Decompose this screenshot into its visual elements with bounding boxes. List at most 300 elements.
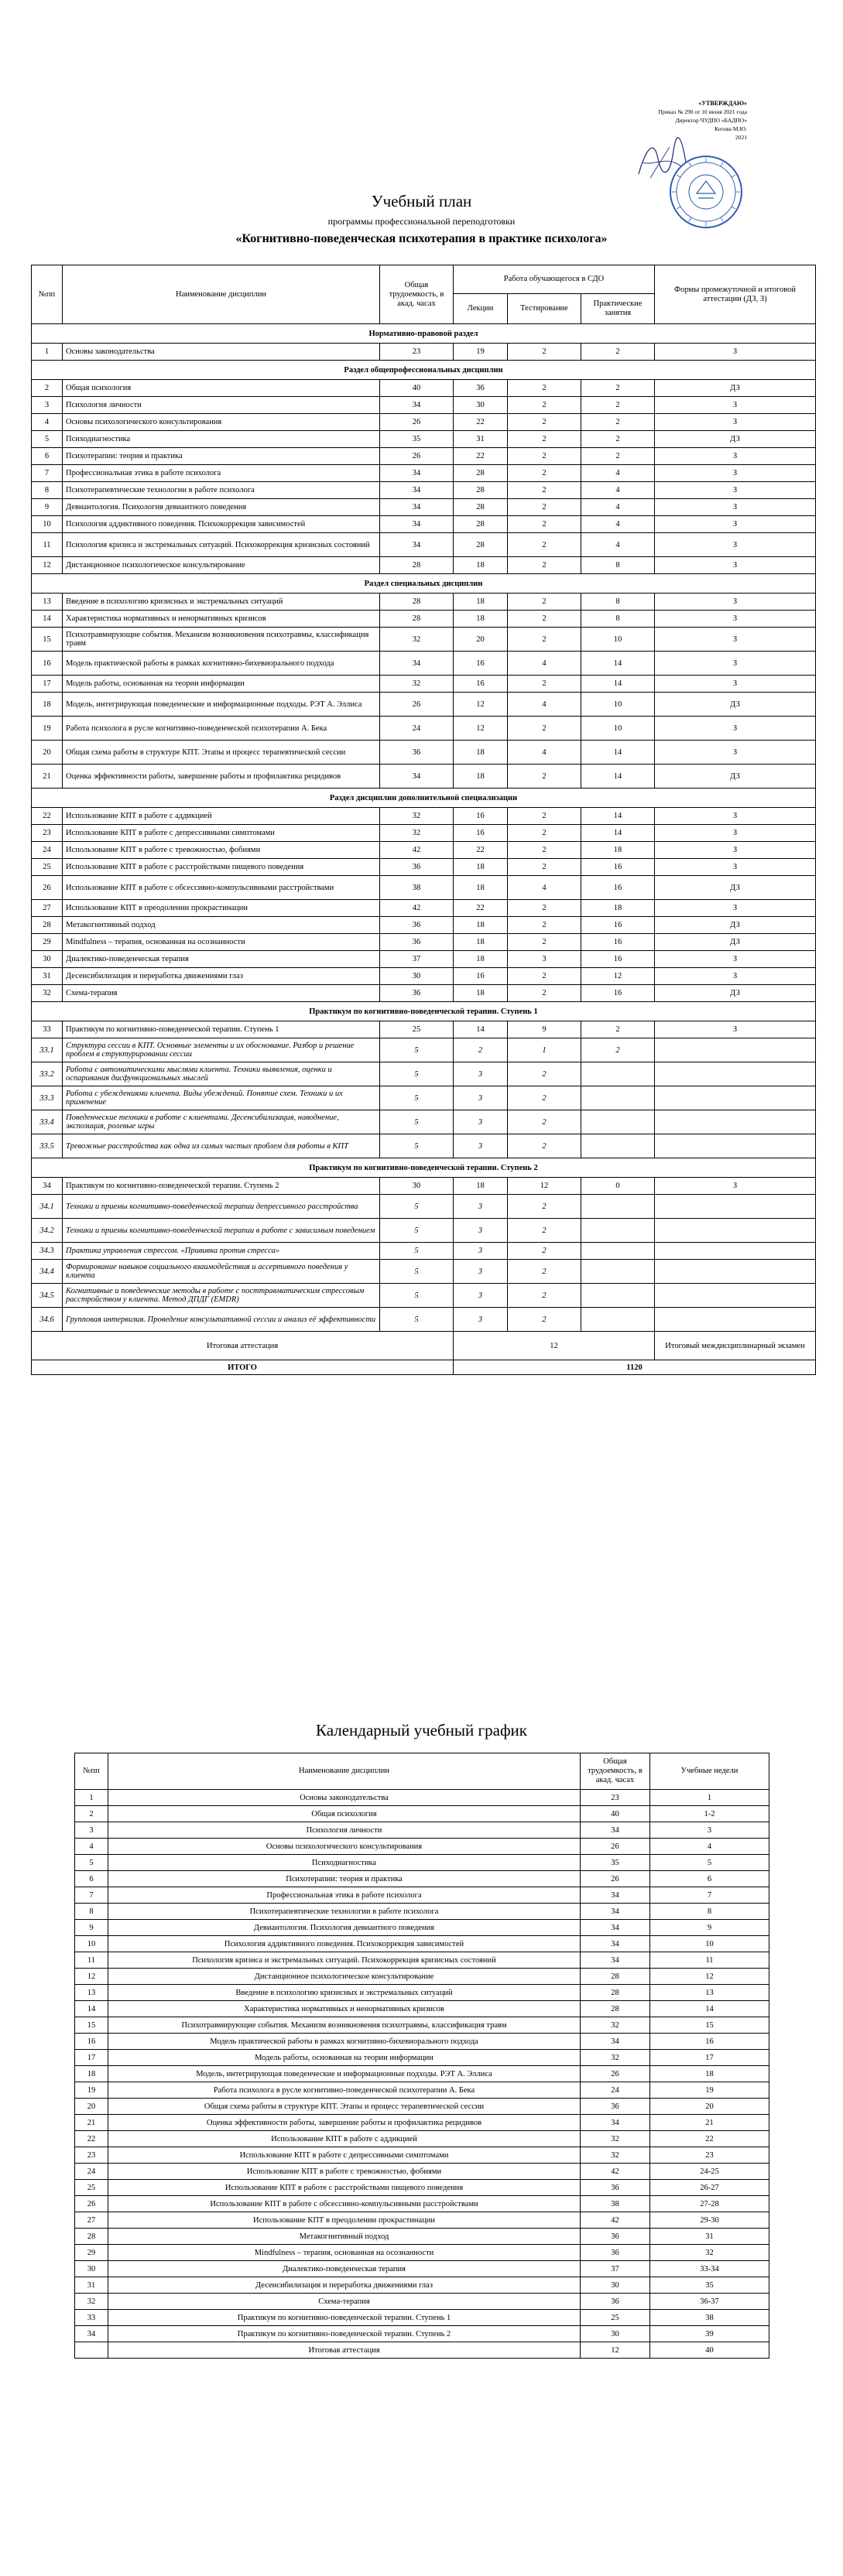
testing-hours: 2 bbox=[508, 448, 581, 465]
lecture-hours: 18 bbox=[454, 859, 508, 876]
testing-hours: 2 bbox=[508, 1260, 581, 1284]
cal-discipline-name: Характеристика нормативных и ненормативных кризисов bbox=[108, 2001, 581, 2017]
cal-total-hours: 30 bbox=[581, 2277, 650, 2294]
cal-study-weeks: 22 bbox=[650, 2131, 769, 2147]
table-row bbox=[32, 1134, 816, 1158]
cal-study-weeks: 4 bbox=[650, 1839, 769, 1855]
calendar-row bbox=[75, 2115, 769, 2131]
section-header-row bbox=[32, 574, 816, 594]
cal-study-weeks: 16 bbox=[650, 2034, 769, 2050]
discipline-name: Когнитивные и поведенческие методы в работе с посттравматическим стрессовым расстройством у клиента. Метод ДПДГ (EMDR) bbox=[63, 1284, 380, 1308]
table-row bbox=[32, 1195, 816, 1219]
cal-total-hours: 35 bbox=[581, 1855, 650, 1871]
cal-discipline-name: Использование КПТ в работе с обсессивно-компульсивными расстройствами bbox=[108, 2196, 581, 2212]
attestation-form bbox=[655, 1134, 816, 1158]
cal-study-weeks: 21 bbox=[650, 2115, 769, 2131]
table-row bbox=[32, 876, 816, 900]
cal-header-total: Общая трудоемкость, в акад. часах bbox=[581, 1753, 650, 1790]
cal-row-number: 15 bbox=[75, 2017, 108, 2034]
row-number: 25 bbox=[32, 859, 63, 876]
lecture-hours: 18 bbox=[454, 917, 508, 934]
cal-row-number: 7 bbox=[75, 1887, 108, 1904]
section-header-row bbox=[32, 324, 816, 344]
calendar-row bbox=[75, 2066, 769, 2082]
cal-row-number: 29 bbox=[75, 2245, 108, 2261]
table-row bbox=[32, 1038, 816, 1062]
row-number: 26 bbox=[32, 876, 63, 900]
cal-discipline-name: Использование КПТ в преодолении прокрастинации bbox=[108, 2212, 581, 2229]
header-name: Наименование дисциплин bbox=[63, 265, 380, 324]
cal-row-number: 17 bbox=[75, 2050, 108, 2066]
table-row bbox=[32, 693, 816, 717]
practice-hours: 18 bbox=[581, 900, 655, 917]
testing-hours: 2 bbox=[508, 557, 581, 574]
discipline-name: Психодиагностика bbox=[63, 431, 380, 448]
practice-hours: 16 bbox=[581, 934, 655, 951]
cal-header-num: №пп bbox=[75, 1753, 108, 1790]
calendar-row bbox=[75, 2196, 769, 2212]
table-row bbox=[32, 808, 816, 825]
table-row bbox=[32, 557, 816, 574]
cal-row-number: 14 bbox=[75, 2001, 108, 2017]
cal-total-hours: 34 bbox=[581, 1822, 650, 1839]
cal-study-weeks: 36-37 bbox=[650, 2294, 769, 2310]
attestation-form: З bbox=[655, 344, 816, 361]
cal-row-number: 5 bbox=[75, 1855, 108, 1871]
total-hours: 23 bbox=[380, 344, 454, 361]
total-hours: 36 bbox=[380, 934, 454, 951]
testing-hours: 2 bbox=[508, 344, 581, 361]
cal-total-hours: 34 bbox=[581, 2115, 650, 2131]
row-number: 33.5 bbox=[32, 1134, 63, 1158]
attestation-form: З bbox=[655, 951, 816, 968]
cal-row-number: 16 bbox=[75, 2034, 108, 2050]
attestation-form: З bbox=[655, 482, 816, 499]
testing-hours: 1 bbox=[508, 1038, 581, 1062]
attestation-form: З bbox=[655, 808, 816, 825]
cal-study-weeks: 11 bbox=[650, 1952, 769, 1969]
discipline-name: Использование КПТ в работе с тревожностью, фобиями bbox=[63, 842, 380, 859]
cal-total-hours: 30 bbox=[581, 2326, 650, 2342]
row-number: 2 bbox=[32, 380, 63, 397]
total-hours: 34 bbox=[380, 652, 454, 676]
practice-hours: 12 bbox=[581, 968, 655, 985]
cal-discipline-name: Десенсибилизация и переработка движениями глаз bbox=[108, 2277, 581, 2294]
row-number: 33.2 bbox=[32, 1062, 63, 1086]
calendar-row bbox=[75, 2131, 769, 2147]
row-number: 5 bbox=[32, 431, 63, 448]
practice-hours bbox=[581, 1134, 655, 1158]
discipline-name: Формирование навыков социального взаимодействия и ассертивного поведения у клиента bbox=[63, 1260, 380, 1284]
approval-date: 2021 bbox=[735, 134, 747, 141]
calendar-body bbox=[75, 1790, 769, 2359]
lecture-hours: 18 bbox=[454, 594, 508, 611]
calendar-row bbox=[75, 2294, 769, 2310]
lecture-hours: 28 bbox=[454, 516, 508, 533]
testing-hours: 2 bbox=[508, 431, 581, 448]
row-number: 33.1 bbox=[32, 1038, 63, 1062]
lecture-hours: 18 bbox=[454, 951, 508, 968]
cal-discipline-name: Профессиональная этика в работе психолога bbox=[108, 1887, 581, 1904]
practice-hours bbox=[581, 1219, 655, 1243]
lecture-hours: 2 bbox=[454, 1038, 508, 1062]
practice-hours bbox=[581, 1110, 655, 1134]
calendar-row bbox=[75, 2229, 769, 2245]
discipline-name: Тревожные расстройства как одна из самых частых проблем для работы в КПТ bbox=[63, 1134, 380, 1158]
cal-row-number bbox=[75, 2342, 108, 2359]
testing-hours: 2 bbox=[508, 380, 581, 397]
attestation-form: З bbox=[655, 397, 816, 414]
lecture-hours: 36 bbox=[454, 380, 508, 397]
cal-discipline-name: Mindfulness – терапия, основанная на осознанности bbox=[108, 2245, 581, 2261]
attestation-form: З bbox=[655, 859, 816, 876]
attestation-form: З bbox=[655, 628, 816, 652]
row-number: 19 bbox=[32, 717, 63, 741]
practice-hours: 8 bbox=[581, 594, 655, 611]
testing-hours: 2 bbox=[508, 676, 581, 693]
row-number: 28 bbox=[32, 917, 63, 934]
calendar-row bbox=[75, 2261, 769, 2277]
cal-total-hours: 34 bbox=[581, 1904, 650, 1920]
lecture-hours: 22 bbox=[454, 900, 508, 917]
discipline-name: Использование КПТ в работе с расстройствами пищевого поведения bbox=[63, 859, 380, 876]
row-number: 16 bbox=[32, 652, 63, 676]
discipline-name: Использование КПТ в работе с обсессивно-компульсивными расстройствами bbox=[63, 876, 380, 900]
table-row bbox=[32, 859, 816, 876]
row-number: 1 bbox=[32, 344, 63, 361]
attestation-form: З bbox=[655, 717, 816, 741]
attestation-form: ДЗ bbox=[655, 876, 816, 900]
total-hours: 5 bbox=[380, 1243, 454, 1260]
lecture-hours: 30 bbox=[454, 397, 508, 414]
total-hours-value: 1120 bbox=[454, 1360, 816, 1375]
testing-hours: 2 bbox=[508, 465, 581, 482]
lecture-hours: 16 bbox=[454, 808, 508, 825]
total-hours: 34 bbox=[380, 397, 454, 414]
row-number: 9 bbox=[32, 499, 63, 516]
table-row bbox=[32, 765, 816, 789]
attestation-form bbox=[655, 1243, 816, 1260]
discipline-name: Основы психологического консультирования bbox=[63, 414, 380, 431]
cal-discipline-name: Практикум по когнитивно-поведенческой терапии. Ступень 1 bbox=[108, 2310, 581, 2326]
total-hours: 5 bbox=[380, 1134, 454, 1158]
total-hours: 34 bbox=[380, 765, 454, 789]
cal-discipline-name: Введение в психологию кризисных и экстремальных ситуаций bbox=[108, 1985, 581, 2001]
approval-title: «УТВЕРЖДАЮ» bbox=[698, 100, 747, 107]
calendar-row bbox=[75, 2017, 769, 2034]
discipline-name: Психотерапии: теория и практика bbox=[63, 448, 380, 465]
total-hours: 5 bbox=[380, 1038, 454, 1062]
cal-study-weeks: 10 bbox=[650, 1936, 769, 1952]
testing-hours: 2 bbox=[508, 765, 581, 789]
row-number: 10 bbox=[32, 516, 63, 533]
testing-hours: 2 bbox=[508, 825, 581, 842]
row-number: 34.1 bbox=[32, 1195, 63, 1219]
discipline-name: Психология аддиктивного поведения. Психокоррекция зависимостей bbox=[63, 516, 380, 533]
discipline-name: Психотравмирующие события. Механизм возникновения психотравмы, классификация травм bbox=[63, 628, 380, 652]
cal-row-number: 8 bbox=[75, 1904, 108, 1920]
practice-hours: 16 bbox=[581, 859, 655, 876]
calendar-row bbox=[75, 1920, 769, 1936]
cal-total-hours: 34 bbox=[581, 1920, 650, 1936]
attestation-form bbox=[655, 1219, 816, 1243]
cal-total-hours: 36 bbox=[581, 2294, 650, 2310]
row-number: 21 bbox=[32, 765, 63, 789]
discipline-name: Диалектико-поведенческая терапия bbox=[63, 951, 380, 968]
lecture-hours: 12 bbox=[454, 693, 508, 717]
calendar-row bbox=[75, 2342, 769, 2359]
lecture-hours: 16 bbox=[454, 652, 508, 676]
table-row bbox=[32, 628, 816, 652]
lecture-hours: 18 bbox=[454, 611, 508, 628]
total-hours: 34 bbox=[380, 533, 454, 557]
total-hours: 5 bbox=[380, 1086, 454, 1110]
calendar-row bbox=[75, 1969, 769, 1985]
testing-hours: 2 bbox=[508, 968, 581, 985]
lecture-hours: 28 bbox=[454, 482, 508, 499]
total-hours: 42 bbox=[380, 842, 454, 859]
attestation-form: ДЗ bbox=[655, 431, 816, 448]
total-hours: 38 bbox=[380, 876, 454, 900]
calendar-row bbox=[75, 1904, 769, 1920]
cal-total-hours: 36 bbox=[581, 2245, 650, 2261]
row-number: 30 bbox=[32, 951, 63, 968]
practice-hours bbox=[581, 1260, 655, 1284]
cal-total-hours: 24 bbox=[581, 2082, 650, 2099]
cal-row-number: 25 bbox=[75, 2180, 108, 2196]
lecture-hours: 3 bbox=[454, 1260, 508, 1284]
calendar-row bbox=[75, 1871, 769, 1887]
cal-study-weeks: 39 bbox=[650, 2326, 769, 2342]
cal-total-hours: 28 bbox=[581, 1985, 650, 2001]
total-label: ИТОГО bbox=[32, 1360, 454, 1375]
calendar-row bbox=[75, 1855, 769, 1871]
testing-hours: 9 bbox=[508, 1021, 581, 1038]
testing-hours: 2 bbox=[508, 628, 581, 652]
practice-hours: 14 bbox=[581, 676, 655, 693]
section-header-row bbox=[32, 1158, 816, 1178]
cal-discipline-name: Метакогнитивный подход bbox=[108, 2229, 581, 2245]
cal-row-number: 26 bbox=[75, 2196, 108, 2212]
row-number: 33 bbox=[32, 1021, 63, 1038]
attestation-form bbox=[655, 1260, 816, 1284]
cal-total-hours: 28 bbox=[581, 2001, 650, 2017]
header-total: Общая трудоемкость, в акад. часах bbox=[380, 265, 454, 324]
header-lectures: Лекции bbox=[454, 294, 508, 324]
cal-row-number: 22 bbox=[75, 2131, 108, 2147]
calendar-row bbox=[75, 2310, 769, 2326]
cal-row-number: 28 bbox=[75, 2229, 108, 2245]
row-number: 6 bbox=[32, 448, 63, 465]
row-number: 32 bbox=[32, 985, 63, 1002]
total-hours: 28 bbox=[380, 611, 454, 628]
practice-hours: 14 bbox=[581, 808, 655, 825]
lecture-hours: 18 bbox=[454, 1178, 508, 1195]
cal-study-weeks: 40 bbox=[650, 2342, 769, 2359]
cal-discipline-name: Использование КПТ в работе с аддикцией bbox=[108, 2131, 581, 2147]
table-row bbox=[32, 482, 816, 499]
attestation-form: З bbox=[655, 448, 816, 465]
cal-total-hours: 25 bbox=[581, 2310, 650, 2326]
calendar-row bbox=[75, 2326, 769, 2342]
cal-discipline-name: Модель, интегрирующая поведенческие и информационные подходы. РЭТ А. Эллиса bbox=[108, 2066, 581, 2082]
header-practice: Практические занятия bbox=[581, 294, 655, 324]
cal-row-number: 12 bbox=[75, 1969, 108, 1985]
total-hours: 32 bbox=[380, 676, 454, 693]
total-hours: 5 bbox=[380, 1195, 454, 1219]
table-row bbox=[32, 985, 816, 1002]
discipline-name: Дистанционное психологическое консультирование bbox=[63, 557, 380, 574]
discipline-name: Использование КПТ в преодолении прокрастинации bbox=[63, 900, 380, 917]
discipline-name: Техники и приемы когнитивно-поведенческой терапии депрессивного расстройства bbox=[63, 1195, 380, 1219]
lecture-hours: 14 bbox=[454, 1021, 508, 1038]
lecture-hours: 3 bbox=[454, 1134, 508, 1158]
row-number: 34.4 bbox=[32, 1260, 63, 1284]
section-title: Раздел дисциплин дополнительной специализации bbox=[32, 789, 816, 808]
lecture-hours: 3 bbox=[454, 1219, 508, 1243]
testing-hours: 2 bbox=[508, 1062, 581, 1086]
practice-hours: 8 bbox=[581, 557, 655, 574]
lecture-hours: 19 bbox=[454, 344, 508, 361]
practice-hours bbox=[581, 1284, 655, 1308]
cal-total-hours: 36 bbox=[581, 2180, 650, 2196]
total-hours: 26 bbox=[380, 414, 454, 431]
discipline-name: Введение в психологию кризисных и экстремальных ситуаций bbox=[63, 594, 380, 611]
cal-total-hours: 38 bbox=[581, 2196, 650, 2212]
table-row bbox=[32, 951, 816, 968]
calendar-table bbox=[74, 1753, 769, 2359]
lecture-hours: 31 bbox=[454, 431, 508, 448]
table-row bbox=[32, 825, 816, 842]
lecture-hours: 3 bbox=[454, 1195, 508, 1219]
calendar-row bbox=[75, 2245, 769, 2261]
row-number: 29 bbox=[32, 934, 63, 951]
lecture-hours: 12 bbox=[454, 717, 508, 741]
cal-row-number: 1 bbox=[75, 1790, 108, 1806]
practice-hours: 4 bbox=[581, 465, 655, 482]
discipline-name: Общая схема работы в структуре КПТ. Этапы и процесс терапевтической сессии bbox=[63, 741, 380, 765]
cal-total-hours: 34 bbox=[581, 1936, 650, 1952]
attestation-form: ДЗ bbox=[655, 765, 816, 789]
calendar-row bbox=[75, 2034, 769, 2050]
discipline-name: Схема-терапия bbox=[63, 985, 380, 1002]
testing-hours: 2 bbox=[508, 594, 581, 611]
discipline-name: Структура сессии в КПТ. Основные элементы и их обоснование. Разбор и решение проблем в структурировании сессии bbox=[63, 1038, 380, 1062]
cal-total-hours: 40 bbox=[581, 1806, 650, 1822]
discipline-name: Mindfulness – терапия, основанная на осознанности bbox=[63, 934, 380, 951]
practice-hours: 18 bbox=[581, 842, 655, 859]
practice-hours: 2 bbox=[581, 1021, 655, 1038]
testing-hours: 2 bbox=[508, 842, 581, 859]
discipline-name: Модель работы, основанная на теории информации bbox=[63, 676, 380, 693]
total-hours: 40 bbox=[380, 380, 454, 397]
lecture-hours: 18 bbox=[454, 876, 508, 900]
testing-hours: 2 bbox=[508, 499, 581, 516]
table-row bbox=[32, 1284, 816, 1308]
calendar-row bbox=[75, 1839, 769, 1855]
attestation-form: З bbox=[655, 842, 816, 859]
cal-study-weeks: 23 bbox=[650, 2147, 769, 2164]
cal-discipline-name: Использование КПТ в работе с депрессивными симптомами bbox=[108, 2147, 581, 2164]
calendar-row bbox=[75, 1887, 769, 1904]
lecture-hours: 18 bbox=[454, 934, 508, 951]
total-hours: 34 bbox=[380, 482, 454, 499]
practice-hours: 2 bbox=[581, 397, 655, 414]
cal-row-number: 30 bbox=[75, 2261, 108, 2277]
row-number: 4 bbox=[32, 414, 63, 431]
approval-director: Директор ЧУДПО «БАДПО» bbox=[675, 117, 747, 124]
total-hours: 34 bbox=[380, 465, 454, 482]
attestation-form: З bbox=[655, 900, 816, 917]
testing-hours: 2 bbox=[508, 808, 581, 825]
cal-row-number: 9 bbox=[75, 1920, 108, 1936]
row-number: 27 bbox=[32, 900, 63, 917]
cal-discipline-name: Дистанционное психологическое консультирование bbox=[108, 1969, 581, 1985]
lecture-hours: 18 bbox=[454, 985, 508, 1002]
testing-hours: 2 bbox=[508, 1243, 581, 1260]
total-hours: 30 bbox=[380, 1178, 454, 1195]
table-row bbox=[32, 1178, 816, 1195]
cal-discipline-name: Психология кризиса и экстремальных ситуаций. Психокоррекция кризисных состояний bbox=[108, 1952, 581, 1969]
cal-discipline-name: Работа психолога в русле когнитивно-поведенческой психотерапии А. Бека bbox=[108, 2082, 581, 2099]
lecture-hours: 3 bbox=[454, 1284, 508, 1308]
total-hours: 5 bbox=[380, 1260, 454, 1284]
attestation-form: З bbox=[655, 1021, 816, 1038]
row-number: 20 bbox=[32, 741, 63, 765]
attestation-form bbox=[655, 1062, 816, 1086]
discipline-name: Практикум по когнитивно-поведенческой терапии. Ступень 1 bbox=[63, 1021, 380, 1038]
row-number: 34.2 bbox=[32, 1219, 63, 1243]
cal-study-weeks: 7 bbox=[650, 1887, 769, 1904]
cal-total-hours: 37 bbox=[581, 2261, 650, 2277]
row-number: 18 bbox=[32, 693, 63, 717]
cal-study-weeks: 27-28 bbox=[650, 2196, 769, 2212]
practice-hours: 10 bbox=[581, 628, 655, 652]
cal-discipline-name: Диалектико-поведенческая терапия bbox=[108, 2261, 581, 2277]
total-hours: 5 bbox=[380, 1284, 454, 1308]
program-title: «Когнитивно-поведенческая психотерапия в практике психолога» bbox=[235, 232, 608, 245]
cal-study-weeks: 15 bbox=[650, 2017, 769, 2034]
total-hours: 36 bbox=[380, 741, 454, 765]
row-number: 17 bbox=[32, 676, 63, 693]
table-row bbox=[32, 652, 816, 676]
calendar-row bbox=[75, 1952, 769, 1969]
row-number: 23 bbox=[32, 825, 63, 842]
table-row bbox=[32, 676, 816, 693]
lecture-hours: 3 bbox=[454, 1308, 508, 1332]
cal-study-weeks: 5 bbox=[650, 1855, 769, 1871]
practice-hours: 2 bbox=[581, 448, 655, 465]
discipline-name: Групповая интервизия. Проведение консультативной сессии и анализ её эффективности bbox=[63, 1308, 380, 1332]
practice-hours bbox=[581, 1062, 655, 1086]
section-title: Раздел специальных дисциплин bbox=[32, 574, 816, 594]
discipline-name: Психология кризиса и экстремальных ситуаций. Психокоррекция кризисных состояний bbox=[63, 533, 380, 557]
discipline-name: Десенсибилизация и переработка движениями глаз bbox=[63, 968, 380, 985]
row-number: 7 bbox=[32, 465, 63, 482]
final-attestation-form: Итоговый междисциплинарный экзамен bbox=[655, 1332, 816, 1360]
table-row bbox=[32, 842, 816, 859]
testing-hours: 2 bbox=[508, 533, 581, 557]
cal-row-number: 32 bbox=[75, 2294, 108, 2310]
attestation-form bbox=[655, 1308, 816, 1332]
discipline-name: Основы законодательства bbox=[63, 344, 380, 361]
table-row bbox=[32, 968, 816, 985]
cal-total-hours: 32 bbox=[581, 2147, 650, 2164]
attestation-form: ДЗ bbox=[655, 380, 816, 397]
table-row bbox=[32, 397, 816, 414]
testing-hours: 4 bbox=[508, 652, 581, 676]
testing-hours: 3 bbox=[508, 951, 581, 968]
